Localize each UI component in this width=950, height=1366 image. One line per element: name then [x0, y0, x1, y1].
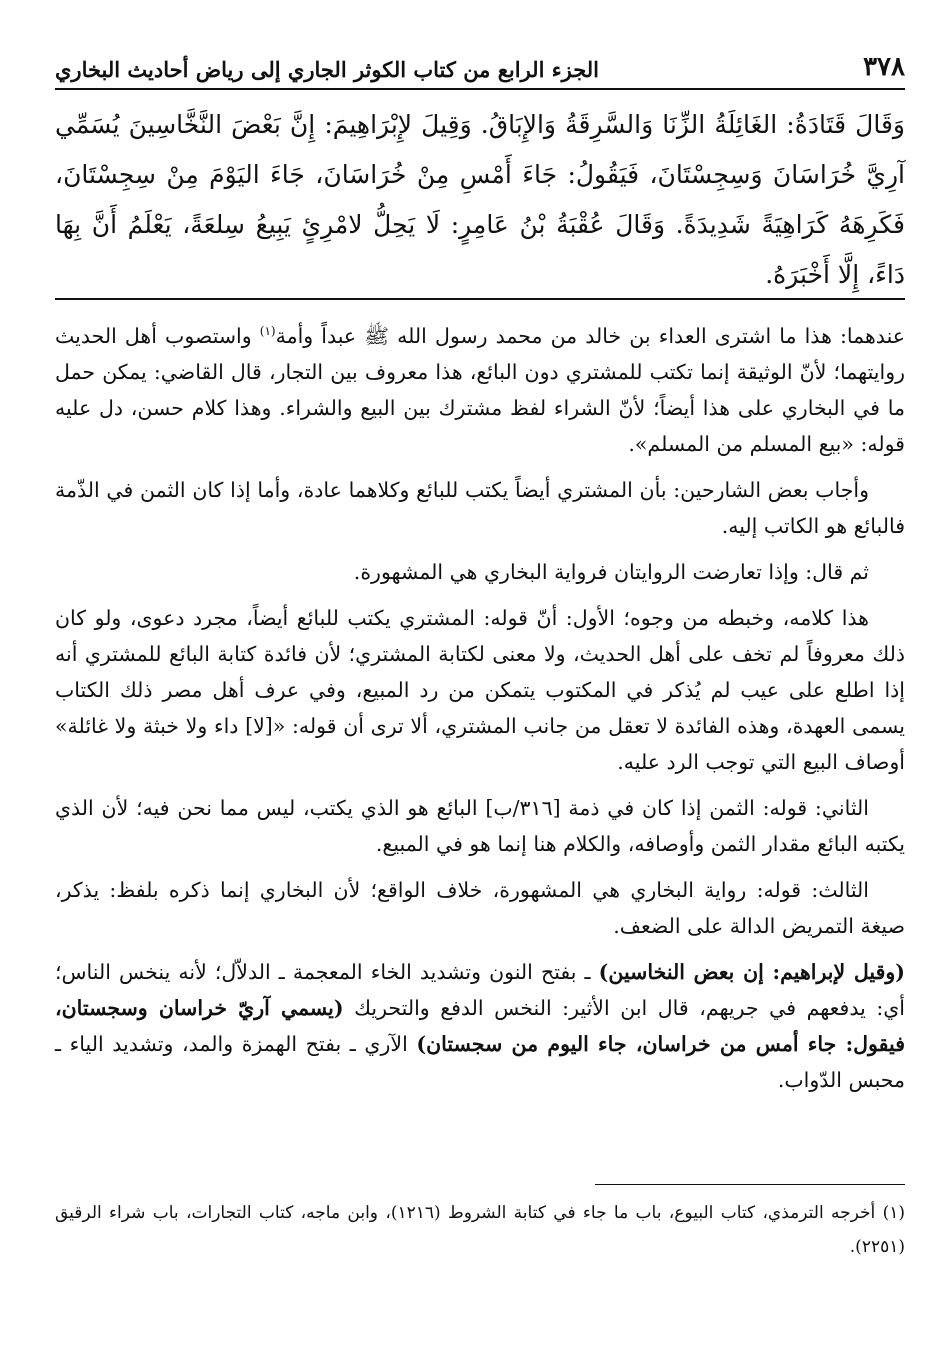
hadith-text: وَقَالَ قَتَادَةُ: الغَائِلَةُ الزِّنَا وَالسَّرِقَةُ وَالإِبَاقُ. وَقِيلَ لإِبْرَاهِيمَ: إِنَّ بَعْضَ النَّخَّاسِينَ يُسَمِّي آرِيَّ خُرَاسَانَ وَسِجِسْتَانَ، فَيَقُولُ: جَاءَ أَمْسِ مِنْ خُرَاسَانَ، جَاءَ اليَوْمَ مِنْ سِجِسْتَانَ، فَكَرِهَهُ كَرَاهِيَةً شَدِيدَةً. وَقَالَ عُقْبَةُ بْنُ عَامِرٍ: لَا يَحِلُّ لامْرِئٍ يَبِيعُ سِلعَةً، يَعْلَمُ أَنَّ بِهَا دَاءً، إِلَّا أَخْبَرَهُ.: [55, 110, 905, 289]
commentary-p7-text-2: الآري ـ بفتح الهمزة والمد، وتشديد الياء ـ محبس الدّواب.: [55, 1032, 905, 1092]
commentary-p1-start: عندهما: هذا ما اشترى العداء بن خالد من محمد رسول الله ﷺ عبداً وأمة: [275, 324, 905, 348]
footnote-marker: (١): [259, 324, 276, 339]
section-divider: [55, 298, 905, 300]
commentary-paragraph-6: الثالث: قوله: رواية البخاري هي المشهورة، خلاف الواقع؛ لأن البخاري إنما ذكره بلفظ: يذكر، صيغة التمريض الدالة على الضعف.: [55, 878, 905, 938]
footnote-1: (١) أخرجه الترمذي، كتاب البيوع، باب ما جاء في كتابة الشروط (١٢١٦)، وابن ماجه، كتاب التجارات، باب شراء الرقيق (٢٢٥١).: [55, 1203, 906, 1257]
commentary-paragraph-4: هذا كلامه، وخبطه من وجوه؛ الأول: أنّ قوله: المشتري يكتب للبائع أيضاً، مجرد دعوى، ولو كان ذلك معروفاً لم تخف على أهل الحديث، ولا معنى لكتابة المشتري؛ لأن فائدة كتابة البائع للمشتري أنه إذا اطلع على عيب لم يُذكر في المكتوب يتمكن من رد المبيع، وفي عرف أهل مصر ذلك الكتاب يسمى العهدة، وهذه الفائدة لا تعقل من جانب المشتري، ألا ترى أن قوله: «[لا] داء ولا خبثة ولا غائلة» أوصاف البيع التي توجب الرد عليه.: [55, 606, 905, 774]
footnote: [55, 1196, 905, 1264]
page-header: [55, 40, 905, 90]
commentary-paragraph-3: ثم قال: وإذا تعارضت الروايتان فرواية البخاري هي المشهورة.: [353, 560, 869, 584]
commentary-paragraph-7: [55, 954, 905, 1098]
commentary-p1-end: واستصوب أهل الحديث روايتهما؛ لأنّ الوثيقة إنما تكتب للمشتري دون البائع، هذا معروف بين التجار، قال القاضي: يمكن حمل ما في البخاري على هذا أيضاً؛ لأنّ الشراء لفظ مشترك بين البيع والشراء. وهذا كلام حسن، دل عليه قوله: «بيع المسلم من المسلم».: [55, 324, 905, 456]
page-number: ٣٧٨: [863, 52, 905, 82]
commentary-paragraph-5: الثاني: قوله: الثمن إذا كان في ذمة [٣١٦/ب] البائع هو الذي يكتب، ليس مما نحن فيه؛ لأن الذي يكتبه البائع مقدار الثمن وأوصافه، والكلام هنا إنما هو في المبيع.: [55, 796, 905, 856]
commentary-p7-text-1: ـ بفتح النون وتشديد الخاء المعجمة ـ الدلاّل؛ لأنه ينخس الناس؛ أي: يدفعهم في جريهم، قال ابن الأثير: النخس الدفع والتحريك: [55, 960, 905, 1020]
commentary: [55, 318, 905, 1108]
footnote-divider: [595, 1184, 905, 1185]
commentary-paragraph-2: وأجاب بعض الشارحين: بأن المشتري أيضاً يكتب للبائع وكلاهما عادة، وأما إذا كان الثمن في الذّمة فالبائع هو الكاتب إليه.: [55, 478, 905, 538]
commentary-paragraph-1: [55, 318, 905, 462]
quoted-text-2: (يسمي آريّ خراسان وسجستان، فيقول: جاء أمس من خراسان، جاء اليوم من سجستان): [55, 996, 906, 1056]
quoted-text-1: (وقيل لإبراهيم: إن بعض النخاسين): [598, 960, 905, 984]
running-title: الجزء الرابع من كتاب الكوثر الجاري إلى رياض أحاديث البخاري: [55, 57, 599, 82]
